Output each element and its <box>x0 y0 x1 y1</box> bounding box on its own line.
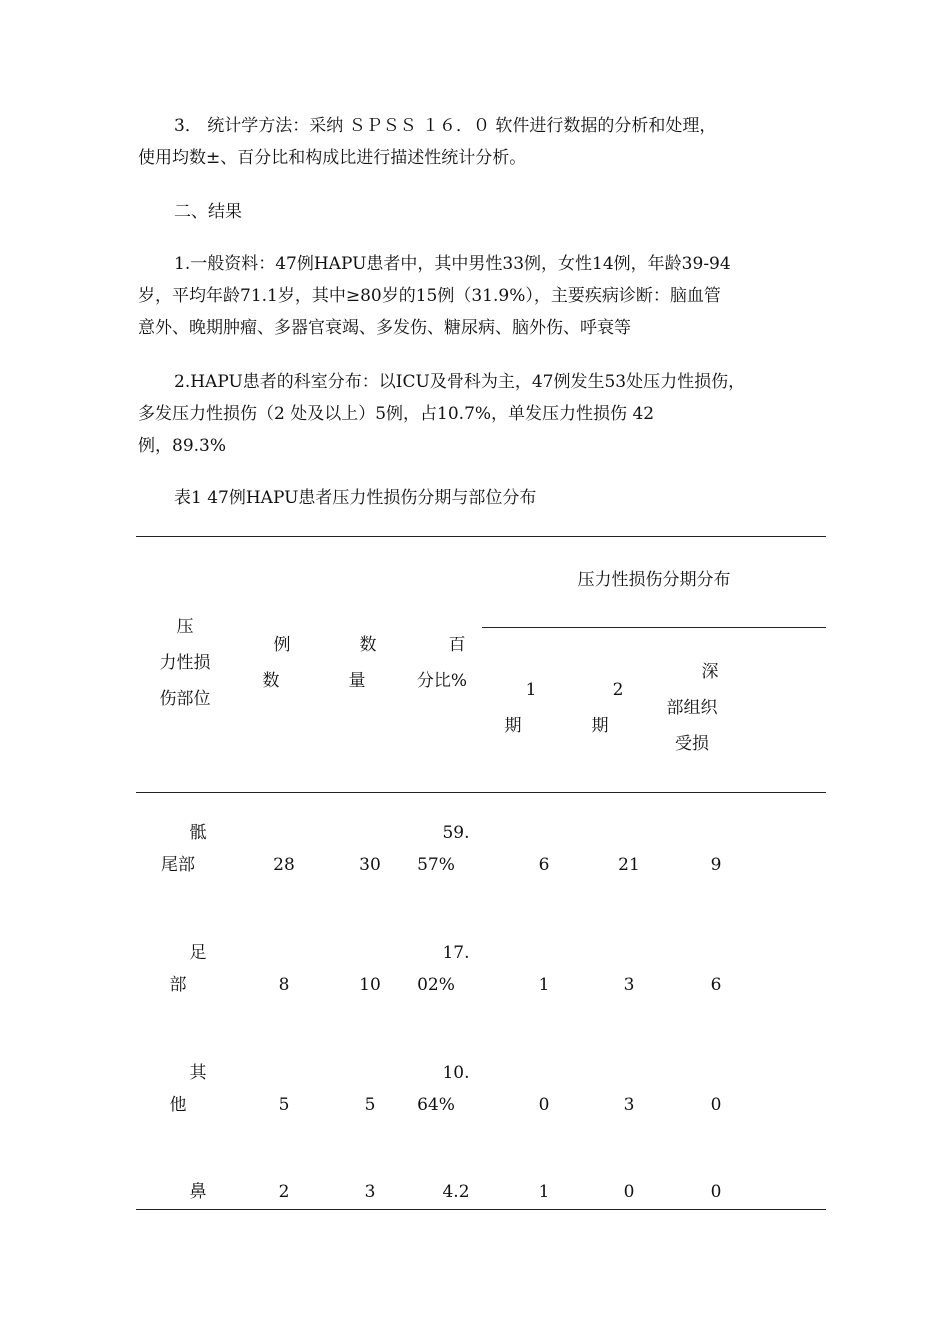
row-site-line2: 他 <box>169 1095 187 1115</box>
header-percent <box>412 627 472 699</box>
row-site-line1: 足 <box>189 943 207 963</box>
section-heading: 二、结果 <box>174 202 242 222</box>
header-text: 例 <box>273 635 291 655</box>
row-stage2: 21 <box>618 855 640 875</box>
row-count: 5 <box>364 1095 376 1115</box>
row-percent-line1: 59. <box>442 823 470 843</box>
header-stage1 <box>488 672 538 744</box>
header-text: 压 <box>176 617 194 637</box>
row-site-line1: 其 <box>189 1063 207 1083</box>
results-heading <box>138 196 838 228</box>
paragraph-line: 意外、晚期肿瘤、多器官衰竭、多发伤、糖尿病、脑外伤、呼衰等 <box>138 318 631 338</box>
row-cases: 5 <box>278 1095 290 1115</box>
row-percent-line2: 64% <box>417 1095 455 1115</box>
row-stage2: 3 <box>623 1095 635 1115</box>
row-deep: 0 <box>710 1182 722 1202</box>
department-distribution-paragraph <box>138 366 838 462</box>
header-site <box>150 609 220 717</box>
row-deep: 0 <box>710 1095 722 1115</box>
header-stage2 <box>572 672 628 744</box>
paragraph-line: 例，89.3% <box>138 436 227 456</box>
row-percent-line2: 57% <box>417 855 455 875</box>
paragraph-line: 多发压力性损伤（2 处及以上）5例，占10.7%，单发压力性损伤 42 <box>138 404 655 424</box>
row-stage2: 0 <box>623 1182 635 1202</box>
row-site-line2: 部 <box>169 975 187 995</box>
row-percent: 4.2 <box>442 1182 470 1202</box>
stage-group-rule <box>482 627 826 628</box>
header-text: 分比% <box>416 671 468 691</box>
header-text: 百 <box>448 635 466 655</box>
row-count: 3 <box>364 1182 376 1202</box>
row-cases: 8 <box>278 975 290 995</box>
row-deep: 6 <box>710 975 722 995</box>
header-text: 部组织 <box>666 698 718 718</box>
header-text: 力性损 <box>159 653 211 673</box>
header-text: 深 <box>701 662 719 682</box>
header-text: 量 <box>348 671 366 691</box>
row-deep: 9 <box>710 855 722 875</box>
row-cases: 28 <box>273 855 295 875</box>
header-text: 数 <box>359 635 377 655</box>
header-text: 数 <box>262 671 280 691</box>
header-text: 1 <box>525 680 537 700</box>
row-count: 30 <box>359 855 381 875</box>
table-top-rule <box>136 536 826 537</box>
header-text: 期 <box>504 716 522 736</box>
row-cases: 2 <box>278 1182 290 1202</box>
header-cases <box>248 627 294 699</box>
header-count <box>334 627 380 699</box>
table-caption: 表1 47例HAPU患者压力性损伤分期与部位分布 <box>174 488 537 508</box>
row-stage1: 6 <box>538 855 550 875</box>
header-text: 2 <box>612 680 624 700</box>
row-percent-line1: 17. <box>442 943 470 963</box>
paragraph-line: 2.HAPU患者的科室分布：以ICU及骨科为主，47例发生53处压力性损伤， <box>174 372 746 392</box>
header-text: 期 <box>591 716 609 736</box>
row-stage1: 1 <box>538 1182 550 1202</box>
header-text: 受损 <box>675 734 709 754</box>
row-stage2: 3 <box>623 975 635 995</box>
table-header-rule <box>136 792 826 793</box>
table-bottom-rule <box>136 1209 826 1210</box>
paragraph-line: 1.一般资料：47例HAPU患者中，其中男性33例，女性14例，年龄39-94 <box>174 254 731 274</box>
paragraph-line: 岁，平均年龄71.1岁，其中≥80岁的15例（31.9%），主要疾病诊断：脑血管 <box>138 286 721 306</box>
header-stage-group <box>482 562 826 598</box>
paragraph-line: 3． 统计学方法：采纳 ＳＰＳＳ １６．０ 软件进行数据的分析和处理， <box>174 116 717 136</box>
general-data-paragraph <box>138 248 838 344</box>
row-site-line1: 骶 <box>189 823 207 843</box>
statistics-method-paragraph <box>138 110 838 174</box>
row-percent-line2: 02% <box>417 975 455 995</box>
row-percent-line1: 10. <box>442 1063 470 1083</box>
paragraph-line: 使用均数±、百分比和构成比进行描述性统计分析。 <box>138 148 527 168</box>
row-stage1: 1 <box>538 975 550 995</box>
row-stage1: 0 <box>538 1095 550 1115</box>
header-text: 伤部位 <box>159 689 211 709</box>
row-site-line2: 尾部 <box>161 855 195 875</box>
header-text: 压力性损伤分期分布 <box>577 570 731 590</box>
row-count: 10 <box>359 975 381 995</box>
header-deep-tissue <box>656 654 728 762</box>
row-site: 鼻 <box>189 1182 207 1202</box>
